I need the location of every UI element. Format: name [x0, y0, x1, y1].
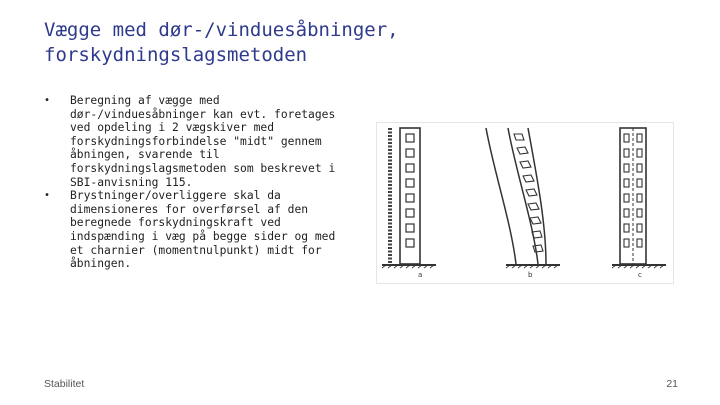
bullet-text-2: Brystninger/overliggere skal da dimensioneres for overførsel af den beregnede forskydningskraft ved indspænding i væg på begge sider og med et charnier (momentnulpunkt) midt for åbningen.: [70, 189, 336, 271]
bullet-list: [44, 94, 354, 271]
footer-section-label: Stabilitet: [44, 378, 85, 390]
bullet-item-2: [44, 189, 354, 271]
bullet-item-1: [44, 94, 354, 189]
label-a: a: [418, 271, 423, 279]
bullet-dot-icon: •: [44, 95, 51, 106]
wall-deformation-figure: [376, 122, 674, 284]
label-c: c: [638, 271, 642, 279]
bullet-dot-icon: •: [44, 190, 51, 202]
slide-title: Vægge med dør-/vinduesåbninger, forskydningslagsmetoden: [44, 19, 399, 66]
page-number: 21: [666, 378, 678, 390]
label-b: b: [528, 271, 533, 279]
bullet-text-1: Beregning af vægge med dør-/vinduesåbninger kan evt. foretages ved opdeling i 2 vægskiver med forskydningsforbindelse "midt" gennem åbningen, svarende til forskydningslagsmetoden som beskrevet i SBI-anvisning 115.: [70, 94, 336, 189]
